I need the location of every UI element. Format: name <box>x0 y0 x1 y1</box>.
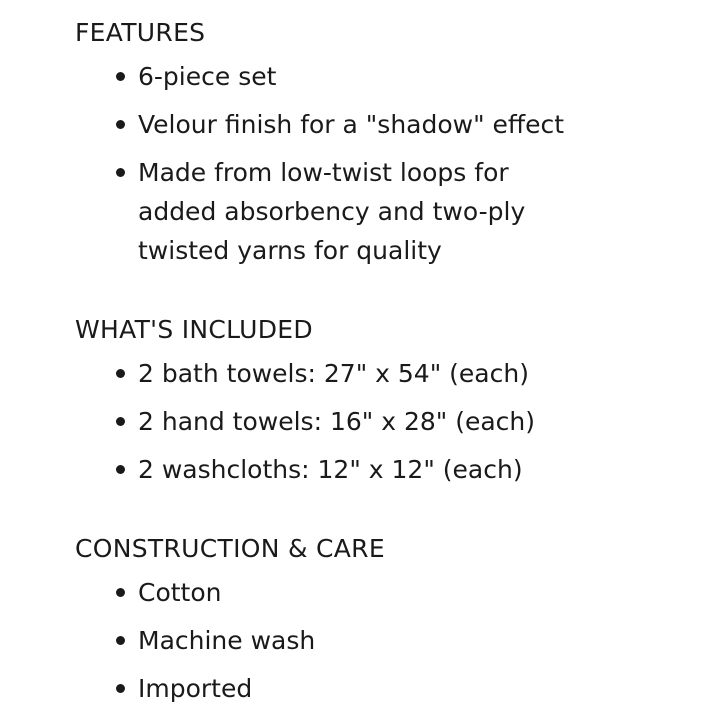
list-item-text: 2 hand towels: 16" x 28" (each) <box>138 407 535 436</box>
bullet-icon <box>116 588 125 597</box>
bullet-icon <box>116 465 125 474</box>
list-item-text: Made from low-twist loops for added absorbency and two-ply twisted yarns for quality <box>138 158 526 265</box>
list-item <box>75 669 695 708</box>
list-item-text: Velour finish for a "shadow" effect <box>138 110 565 139</box>
whats-included-heading: WHAT'S INCLUDED <box>75 315 313 344</box>
list-item-text: 2 bath towels: 27" x 54" (each) <box>138 359 529 388</box>
construction-care-heading: CONSTRUCTION & CARE <box>75 534 385 563</box>
list-item <box>75 153 568 270</box>
list-item-text: 6-piece set <box>138 62 277 91</box>
list-item <box>75 57 695 96</box>
bullet-icon <box>116 120 125 129</box>
bullet-icon <box>116 417 125 426</box>
features-heading: FEATURES <box>75 18 206 47</box>
bullet-icon <box>116 168 125 177</box>
construction-care-section <box>75 534 695 708</box>
features-section <box>75 18 695 270</box>
list-item <box>75 354 695 393</box>
bullet-icon <box>116 636 125 645</box>
list-item <box>75 402 695 441</box>
list-item <box>75 450 695 489</box>
whats-included-list <box>75 354 695 489</box>
bullet-icon <box>116 684 125 693</box>
construction-care-list <box>75 573 695 708</box>
bullet-icon <box>116 72 125 81</box>
bullet-icon <box>116 369 125 378</box>
list-item <box>75 573 695 612</box>
list-item-text: 2 washcloths: 12" x 12" (each) <box>138 455 523 484</box>
whats-included-section <box>75 315 695 489</box>
list-item <box>75 105 695 144</box>
list-item-text: Imported <box>138 674 253 703</box>
features-list <box>75 57 695 270</box>
list-item-text: Machine wash <box>138 626 316 655</box>
list-item-text: Cotton <box>138 578 222 607</box>
list-item <box>75 621 695 660</box>
